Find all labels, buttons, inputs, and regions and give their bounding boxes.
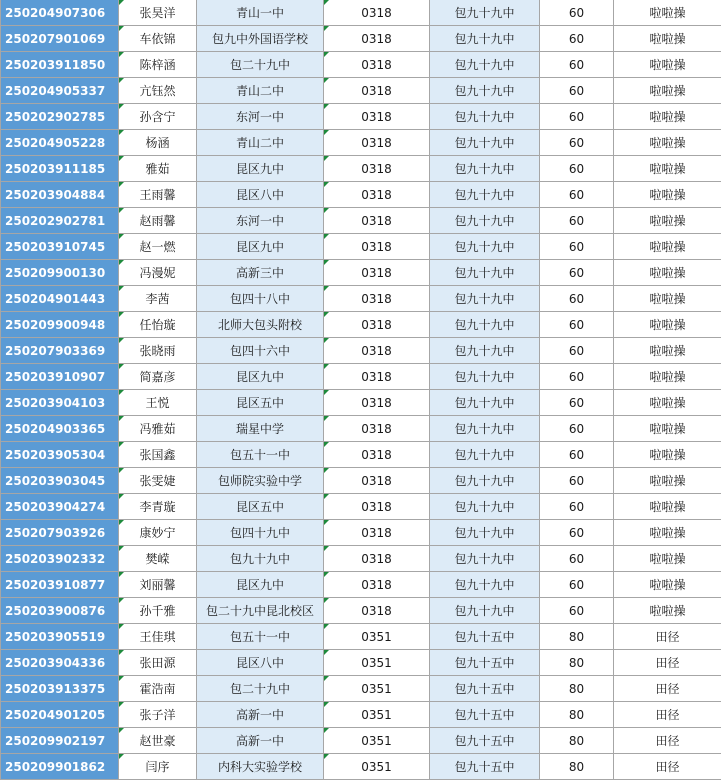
student-id-cell[interactable]: 250204905337 xyxy=(1,78,119,104)
student-id-cell[interactable]: 250202902785 xyxy=(1,104,119,130)
score-cell[interactable]: 60 xyxy=(540,312,614,338)
score-cell[interactable]: 80 xyxy=(540,676,614,702)
event-cell[interactable]: 啦啦操 xyxy=(614,572,721,598)
exam-code-cell[interactable]: 0318 xyxy=(324,104,430,130)
table-row xyxy=(1,286,721,312)
exam-site-cell[interactable]: 包九十五中 xyxy=(430,676,540,702)
table-row xyxy=(1,624,721,650)
exam-code-cell[interactable]: 0318 xyxy=(324,234,430,260)
exam-site-cell[interactable]: 包九十五中 xyxy=(430,754,540,780)
school-cell[interactable]: 昆区九中 xyxy=(197,234,324,260)
student-name-cell[interactable]: 冯雅茹 xyxy=(119,416,197,442)
exam-code-cell[interactable]: 0351 xyxy=(324,754,430,780)
student-name-cell[interactable]: 李茜 xyxy=(119,286,197,312)
exam-site-cell[interactable]: 包九十九中 xyxy=(430,390,540,416)
school-cell[interactable]: 高新三中 xyxy=(197,260,324,286)
student-id-cell[interactable]: 250203900876 xyxy=(1,598,119,624)
exam-site-cell[interactable]: 包九十九中 xyxy=(430,182,540,208)
exam-code-cell[interactable]: 0318 xyxy=(324,130,430,156)
school-cell[interactable]: 昆区八中 xyxy=(197,650,324,676)
exam-site-cell[interactable]: 包九十五中 xyxy=(430,728,540,754)
school-cell[interactable]: 青山二中 xyxy=(197,130,324,156)
score-cell[interactable]: 60 xyxy=(540,286,614,312)
school-cell[interactable]: 包二十九中昆北校区 xyxy=(197,598,324,624)
student-name-cell[interactable]: 孙千雅 xyxy=(119,598,197,624)
exam-site-cell[interactable]: 包九十九中 xyxy=(430,52,540,78)
exam-code-cell[interactable]: 0318 xyxy=(324,78,430,104)
student-id-cell[interactable]: 250207903926 xyxy=(1,520,119,546)
student-name-cell[interactable]: 李青璇 xyxy=(119,494,197,520)
student-name-cell[interactable]: 张子洋 xyxy=(119,702,197,728)
exam-site-cell[interactable]: 包九十九中 xyxy=(430,468,540,494)
school-cell[interactable]: 内科大实验学校 xyxy=(197,754,324,780)
table-row xyxy=(1,234,721,260)
student-name-cell[interactable]: 任怡璇 xyxy=(119,312,197,338)
school-cell[interactable]: 包五十一中 xyxy=(197,442,324,468)
exam-site-cell[interactable]: 包九十九中 xyxy=(430,130,540,156)
table-row xyxy=(1,442,721,468)
student-name-cell[interactable]: 车依锦 xyxy=(119,26,197,52)
exam-code-cell[interactable]: 0351 xyxy=(324,728,430,754)
school-cell[interactable]: 包师院实验中学 xyxy=(197,468,324,494)
event-cell[interactable]: 啦啦操 xyxy=(614,182,721,208)
student-name-cell[interactable]: 冯漫妮 xyxy=(119,260,197,286)
student-name-cell[interactable]: 闫序 xyxy=(119,754,197,780)
table-row xyxy=(1,676,721,702)
school-cell[interactable]: 昆区九中 xyxy=(197,572,324,598)
school-cell[interactable]: 北师大包头附校 xyxy=(197,312,324,338)
table-row xyxy=(1,52,721,78)
table-row xyxy=(1,78,721,104)
student-id-cell[interactable]: 250203904274 xyxy=(1,494,119,520)
event-cell[interactable]: 啦啦操 xyxy=(614,78,721,104)
student-id-cell[interactable]: 250203910745 xyxy=(1,234,119,260)
exam-site-cell[interactable]: 包九十九中 xyxy=(430,520,540,546)
table-row xyxy=(1,0,721,26)
score-cell[interactable]: 60 xyxy=(540,572,614,598)
student-id-cell[interactable]: 250209902197 xyxy=(1,728,119,754)
table-row xyxy=(1,416,721,442)
student-name-cell[interactable]: 赵一燃 xyxy=(119,234,197,260)
event-cell[interactable]: 田径 xyxy=(614,754,721,780)
table-row xyxy=(1,364,721,390)
school-cell[interactable]: 瑞星中学 xyxy=(197,416,324,442)
student-name-cell[interactable]: 陈梓涵 xyxy=(119,52,197,78)
school-cell[interactable]: 包二十九中 xyxy=(197,52,324,78)
student-name-cell[interactable]: 王佳琪 xyxy=(119,624,197,650)
exam-code-cell[interactable]: 0351 xyxy=(324,624,430,650)
exam-code-cell[interactable]: 0318 xyxy=(324,338,430,364)
table-row xyxy=(1,130,721,156)
student-id-cell[interactable]: 250203904336 xyxy=(1,650,119,676)
event-cell[interactable]: 啦啦操 xyxy=(614,364,721,390)
exam-site-cell[interactable]: 包九十九中 xyxy=(430,546,540,572)
exam-code-cell[interactable]: 0318 xyxy=(324,520,430,546)
table-row xyxy=(1,312,721,338)
exam-code-cell[interactable]: 0318 xyxy=(324,416,430,442)
student-id-cell[interactable]: 250204905228 xyxy=(1,130,119,156)
table-row xyxy=(1,468,721,494)
score-cell[interactable]: 80 xyxy=(540,624,614,650)
school-cell[interactable]: 高新一中 xyxy=(197,702,324,728)
student-name-cell[interactable]: 刘丽馨 xyxy=(119,572,197,598)
exam-site-cell[interactable]: 包九十九中 xyxy=(430,338,540,364)
exam-site-cell[interactable]: 包九十九中 xyxy=(430,364,540,390)
exam-site-cell[interactable]: 包九十九中 xyxy=(430,234,540,260)
event-cell[interactable]: 啦啦操 xyxy=(614,520,721,546)
table-row xyxy=(1,520,721,546)
event-cell[interactable]: 田径 xyxy=(614,624,721,650)
student-id-cell[interactable]: 250209900948 xyxy=(1,312,119,338)
event-cell[interactable]: 啦啦操 xyxy=(614,156,721,182)
student-id-cell[interactable]: 250203911185 xyxy=(1,156,119,182)
event-cell[interactable]: 啦啦操 xyxy=(614,416,721,442)
event-cell[interactable]: 啦啦操 xyxy=(614,468,721,494)
score-cell[interactable]: 60 xyxy=(540,364,614,390)
table-row xyxy=(1,208,721,234)
school-cell[interactable]: 东河一中 xyxy=(197,104,324,130)
score-cell[interactable]: 60 xyxy=(540,130,614,156)
table-row xyxy=(1,702,721,728)
student-name-cell[interactable]: 张晓雨 xyxy=(119,338,197,364)
student-name-cell[interactable]: 王悦 xyxy=(119,390,197,416)
score-cell[interactable]: 60 xyxy=(540,182,614,208)
exam-site-cell[interactable]: 包九十九中 xyxy=(430,104,540,130)
exam-code-cell[interactable]: 0318 xyxy=(324,182,430,208)
student-id-cell[interactable]: 250203905519 xyxy=(1,624,119,650)
event-cell[interactable]: 啦啦操 xyxy=(614,260,721,286)
exam-code-cell[interactable]: 0318 xyxy=(324,208,430,234)
table-row xyxy=(1,650,721,676)
exam-code-cell[interactable]: 0318 xyxy=(324,156,430,182)
table-row xyxy=(1,26,721,52)
school-cell[interactable]: 昆区九中 xyxy=(197,156,324,182)
exam-code-cell[interactable]: 0318 xyxy=(324,260,430,286)
table-row xyxy=(1,156,721,182)
student-id-cell[interactable]: 250203902332 xyxy=(1,546,119,572)
exam-code-cell[interactable]: 0318 xyxy=(324,0,430,26)
student-name-cell[interactable]: 杨涵 xyxy=(119,130,197,156)
exam-code-cell[interactable]: 0318 xyxy=(324,468,430,494)
school-cell[interactable]: 昆区五中 xyxy=(197,390,324,416)
exam-site-cell[interactable]: 包九十九中 xyxy=(430,208,540,234)
event-cell[interactable]: 啦啦操 xyxy=(614,312,721,338)
score-cell[interactable]: 60 xyxy=(540,234,614,260)
event-cell[interactable]: 田径 xyxy=(614,676,721,702)
exam-site-cell[interactable]: 包九十九中 xyxy=(430,26,540,52)
exam-code-cell[interactable]: 0318 xyxy=(324,546,430,572)
exam-site-cell[interactable]: 包九十九中 xyxy=(430,416,540,442)
table-row xyxy=(1,260,721,286)
exam-code-cell[interactable]: 0318 xyxy=(324,364,430,390)
student-name-cell[interactable]: 雅茹 xyxy=(119,156,197,182)
student-name-cell[interactable]: 亢钰然 xyxy=(119,78,197,104)
school-cell[interactable]: 昆区八中 xyxy=(197,182,324,208)
score-cell[interactable]: 60 xyxy=(540,104,614,130)
student-name-cell[interactable]: 康妙宁 xyxy=(119,520,197,546)
exam-code-cell[interactable]: 0318 xyxy=(324,312,430,338)
exam-code-cell[interactable]: 0318 xyxy=(324,442,430,468)
exam-site-cell[interactable]: 包九十九中 xyxy=(430,312,540,338)
score-cell[interactable]: 60 xyxy=(540,494,614,520)
school-cell[interactable]: 包四十六中 xyxy=(197,338,324,364)
score-cell[interactable]: 60 xyxy=(540,546,614,572)
score-cell[interactable]: 60 xyxy=(540,442,614,468)
student-id-cell[interactable]: 250207903369 xyxy=(1,338,119,364)
student-id-cell[interactable]: 250203903045 xyxy=(1,468,119,494)
student-id-cell[interactable]: 250203913375 xyxy=(1,676,119,702)
student-id-cell[interactable]: 250204907306 xyxy=(1,0,119,26)
exam-site-cell[interactable]: 包九十九中 xyxy=(430,156,540,182)
score-cell[interactable]: 60 xyxy=(540,468,614,494)
table-row xyxy=(1,598,721,624)
exam-site-cell[interactable]: 包九十五中 xyxy=(430,650,540,676)
table-row xyxy=(1,728,721,754)
school-cell[interactable]: 包四十九中 xyxy=(197,520,324,546)
table-body xyxy=(1,0,721,780)
school-cell[interactable]: 包九十九中 xyxy=(197,546,324,572)
table-row xyxy=(1,338,721,364)
table-row xyxy=(1,104,721,130)
student-name-cell[interactable]: 张昊洋 xyxy=(119,0,197,26)
student-name-cell[interactable]: 张田源 xyxy=(119,650,197,676)
exam-code-cell[interactable]: 0351 xyxy=(324,650,430,676)
school-cell[interactable]: 青山一中 xyxy=(197,0,324,26)
student-name-cell[interactable]: 樊嵘 xyxy=(119,546,197,572)
exam-site-cell[interactable]: 包九十五中 xyxy=(430,702,540,728)
student-id-cell[interactable]: 250204901443 xyxy=(1,286,119,312)
score-cell[interactable]: 60 xyxy=(540,598,614,624)
score-cell[interactable]: 60 xyxy=(540,520,614,546)
student-id-cell[interactable]: 250209901862 xyxy=(1,754,119,780)
score-cell[interactable]: 60 xyxy=(540,0,614,26)
exam-code-cell[interactable]: 0318 xyxy=(324,390,430,416)
exam-site-cell[interactable]: 包九十九中 xyxy=(430,286,540,312)
event-cell[interactable]: 田径 xyxy=(614,728,721,754)
score-cell[interactable]: 60 xyxy=(540,390,614,416)
student-name-cell[interactable]: 简嘉彦 xyxy=(119,364,197,390)
exam-site-cell[interactable]: 包九十九中 xyxy=(430,494,540,520)
school-cell[interactable]: 包四十八中 xyxy=(197,286,324,312)
table-row xyxy=(1,572,721,598)
exam-code-cell[interactable]: 0318 xyxy=(324,494,430,520)
school-cell[interactable]: 包五十一中 xyxy=(197,624,324,650)
table-row xyxy=(1,494,721,520)
score-cell[interactable]: 60 xyxy=(540,338,614,364)
student-id-cell[interactable]: 250204903365 xyxy=(1,416,119,442)
score-cell[interactable]: 60 xyxy=(540,52,614,78)
event-cell[interactable]: 啦啦操 xyxy=(614,390,721,416)
student-name-cell[interactable]: 赵雨馨 xyxy=(119,208,197,234)
score-cell[interactable]: 60 xyxy=(540,416,614,442)
score-cell[interactable]: 60 xyxy=(540,208,614,234)
table-row xyxy=(1,546,721,572)
event-cell[interactable]: 啦啦操 xyxy=(614,286,721,312)
score-cell[interactable]: 80 xyxy=(540,754,614,780)
event-cell[interactable]: 啦啦操 xyxy=(614,494,721,520)
student-id-cell[interactable]: 250203905304 xyxy=(1,442,119,468)
event-cell[interactable]: 啦啦操 xyxy=(614,208,721,234)
score-cell[interactable]: 80 xyxy=(540,702,614,728)
school-cell[interactable]: 昆区五中 xyxy=(197,494,324,520)
exam-site-cell[interactable]: 包九十九中 xyxy=(430,442,540,468)
student-id-cell[interactable]: 250203910877 xyxy=(1,572,119,598)
school-cell[interactable]: 东河一中 xyxy=(197,208,324,234)
score-cell[interactable]: 60 xyxy=(540,260,614,286)
student-name-cell[interactable]: 张国鑫 xyxy=(119,442,197,468)
school-cell[interactable]: 昆区九中 xyxy=(197,364,324,390)
school-cell[interactable]: 青山二中 xyxy=(197,78,324,104)
score-cell[interactable]: 60 xyxy=(540,78,614,104)
exam-site-cell[interactable]: 包九十九中 xyxy=(430,572,540,598)
student-id-cell[interactable]: 250203911850 xyxy=(1,52,119,78)
student-id-cell[interactable]: 250204901205 xyxy=(1,702,119,728)
school-cell[interactable]: 包二十九中 xyxy=(197,676,324,702)
event-cell[interactable]: 啦啦操 xyxy=(614,26,721,52)
exam-code-cell[interactable]: 0351 xyxy=(324,676,430,702)
exam-code-cell[interactable]: 0318 xyxy=(324,52,430,78)
event-cell[interactable]: 啦啦操 xyxy=(614,104,721,130)
event-cell[interactable]: 田径 xyxy=(614,702,721,728)
student-name-cell[interactable]: 霍浩南 xyxy=(119,676,197,702)
event-cell[interactable]: 啦啦操 xyxy=(614,442,721,468)
student-id-cell[interactable]: 250207901069 xyxy=(1,26,119,52)
score-cell[interactable]: 60 xyxy=(540,156,614,182)
exam-code-cell[interactable]: 0351 xyxy=(324,702,430,728)
event-cell[interactable]: 啦啦操 xyxy=(614,338,721,364)
school-cell[interactable]: 包九中外国语学校 xyxy=(197,26,324,52)
student-name-cell[interactable]: 赵世豪 xyxy=(119,728,197,754)
exam-site-cell[interactable]: 包九十九中 xyxy=(430,598,540,624)
event-cell[interactable]: 啦啦操 xyxy=(614,546,721,572)
event-cell[interactable]: 啦啦操 xyxy=(614,130,721,156)
table-row xyxy=(1,182,721,208)
exam-code-cell[interactable]: 0318 xyxy=(324,286,430,312)
exam-site-cell[interactable]: 包九十九中 xyxy=(430,260,540,286)
table-row xyxy=(1,754,721,780)
event-cell[interactable]: 啦啦操 xyxy=(614,598,721,624)
student-name-cell[interactable]: 张雯婕 xyxy=(119,468,197,494)
school-cell[interactable]: 高新一中 xyxy=(197,728,324,754)
event-cell[interactable]: 啦啦操 xyxy=(614,52,721,78)
exam-site-cell[interactable]: 包九十五中 xyxy=(430,624,540,650)
event-cell[interactable]: 啦啦操 xyxy=(614,0,721,26)
student-id-cell[interactable]: 250203910907 xyxy=(1,364,119,390)
exam-code-cell[interactable]: 0318 xyxy=(324,26,430,52)
exam-site-cell[interactable]: 包九十九中 xyxy=(430,0,540,26)
student-id-cell[interactable]: 250202902781 xyxy=(1,208,119,234)
score-cell[interactable]: 60 xyxy=(540,26,614,52)
student-name-cell[interactable]: 孙含宁 xyxy=(119,104,197,130)
exam-site-cell[interactable]: 包九十九中 xyxy=(430,78,540,104)
student-id-cell[interactable]: 250203904103 xyxy=(1,390,119,416)
event-cell[interactable]: 田径 xyxy=(614,650,721,676)
student-id-cell[interactable]: 250203904884 xyxy=(1,182,119,208)
exam-code-cell[interactable]: 0318 xyxy=(324,598,430,624)
student-id-cell[interactable]: 250209900130 xyxy=(1,260,119,286)
score-cell[interactable]: 80 xyxy=(540,650,614,676)
table-row xyxy=(1,390,721,416)
exam-code-cell[interactable]: 0318 xyxy=(324,572,430,598)
event-cell[interactable]: 啦啦操 xyxy=(614,234,721,260)
score-cell[interactable]: 80 xyxy=(540,728,614,754)
student-name-cell[interactable]: 王雨馨 xyxy=(119,182,197,208)
